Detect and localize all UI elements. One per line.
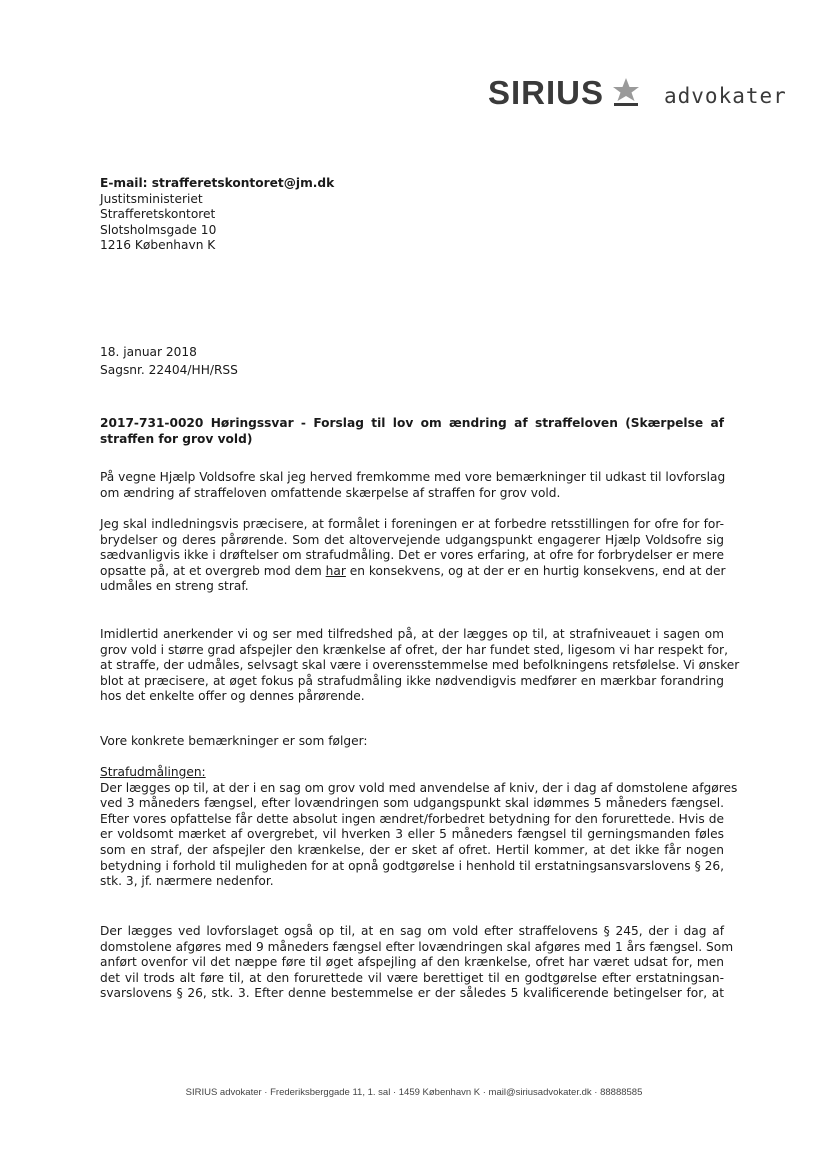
- logo-subtitle: advokater: [664, 84, 787, 108]
- paragraph-line: hos det enkelte offer og dennes pårørende.: [100, 689, 365, 704]
- paragraph-line: På vegne Hjælp Voldsofre skal jeg herved fremkomme med vore bemærkninger til udkast til lovforslag: [100, 470, 726, 484]
- logo: [488, 74, 788, 114]
- paragraph-line: anført ovenfor vil det næppe føre til øget afspejling af den krænkelse, ofret har været udsat for, men: [100, 955, 724, 970]
- paragraph: [100, 470, 724, 501]
- section-strafudmaaling: [100, 765, 738, 890]
- paragraph-line: det vil trods alt føre til, at den forurettede vil være berettiget til en godtgørelse efter erstatningsan-: [100, 970, 724, 985]
- address-line: Slotsholmsgade 10: [100, 222, 217, 237]
- paragraph-line: ved 3 måneders fængsel, efter lovændringen som udgangspunkt skal idømmes 5 måneders fængsel.: [100, 796, 724, 811]
- paragraph-line: Jeg skal indledningsvis præcisere, at formålet i foreningen er at forbedre retsstillingen for ofre for for-: [100, 517, 724, 531]
- paragraph-line: domstolene afgøres med 9 måneders fængsel efter lovændringen skal afgøres med 1 års fængsel. Som: [100, 939, 734, 954]
- paragraph-line: [100, 564, 724, 580]
- paragraph-line: Efter vores opfattelse får dette absolut ingen ændret/forbedret betydning for den forurettede. Hvis de: [100, 811, 724, 826]
- subject-line: straffen for grov vold): [100, 431, 253, 446]
- subject-line: 2017-731-0020 Høringssvar - Forslag til lov om ændring af straffeloven (Skærpelse af: [100, 416, 724, 430]
- case-number: Sagsnr. 22404/HH/RSS: [100, 363, 238, 377]
- text-segment: en konsekvens, og at der er en hurtig konsekvens, end at der: [345, 563, 726, 578]
- underlined-word: har: [325, 563, 346, 578]
- subject: [100, 416, 724, 447]
- paragraph: [100, 924, 734, 1002]
- paragraph: [100, 734, 740, 750]
- paragraph: [100, 627, 740, 705]
- paragraph-line: udmåles en streng straf.: [100, 579, 249, 594]
- paragraph-line: Imidlertid anerkender vi og ser med tilfredshed på, at der lægges op til, at strafniveauet i sagen om: [100, 627, 724, 641]
- letter-date: 18. januar 2018: [100, 345, 197, 359]
- address-line: 1216 København K: [100, 238, 216, 253]
- paragraph-line: om ændring af straffeloven omfattende skærpelse af straffen for grov vold.: [100, 485, 561, 500]
- paragraph-line: Der lægges ved lovforslaget også op til, at en sag om vold efter straffelovens § 245, der i dag af: [100, 924, 724, 938]
- paragraph-line: Der lægges op til, at der i en sag om grov vold med anvendelse af kniv, der i dag af domstolene afgøres: [100, 780, 738, 795]
- logo-brand: SIRIUS: [488, 74, 605, 111]
- paragraph-line: betydning i forhold til muligheden for at opnå godtgørelse i henhold til erstatningsansvarslovens § 26,: [100, 858, 724, 873]
- paragraph-line: er voldsomt mærket af overgrebet, vil hverken 3 eller 5 måneders fængsel til gerningsmanden føles: [100, 827, 724, 842]
- paragraph-line: stk. 3, jf. nærmere nedenfor.: [100, 874, 274, 889]
- recipient-email: E-mail: strafferetskontoret@jm.dk: [100, 176, 335, 190]
- paragraph-line: grov vold i større grad afspejler den krænkelse af ofret, der har fundet sted, ligesom vi har respekt for,: [100, 642, 728, 657]
- paragraph-line: svarslovens § 26, stk. 3. Efter denne bestemmelse er der således 5 kvalificerende betingelser for, at: [100, 986, 724, 1001]
- address-line: Strafferetskontoret: [100, 207, 216, 222]
- page-footer: SIRIUS advokater · Frederiksberggade 11, 1. sal · 1459 København K · mail@siriusadvokater.dk · 88888585: [185, 1087, 643, 1098]
- star-icon: [612, 77, 640, 107]
- address-line: Justitsministeriet: [100, 191, 203, 206]
- text-segment: opsatte på, at et overgreb mod dem: [100, 563, 326, 578]
- paragraph-line: Vore konkrete bemærkninger er som følger:: [100, 734, 368, 748]
- paragraph-line: som en straf, der afspejler den krænkelse, der er sket af ofret. Hertil kommer, at det ikke får nogen: [100, 842, 724, 857]
- letter-meta: [100, 343, 740, 379]
- recipient-address: [100, 176, 740, 254]
- paragraph: [100, 517, 724, 595]
- section-heading: Strafudmålingen:: [100, 765, 206, 779]
- paragraph-line: at straffe, der udmåles, selvsagt skal være i overensstemmelse med befolkningens retsfølelse. Vi ønsker: [100, 658, 740, 673]
- paragraph-line: blot at præcisere, at øget fokus på strafudmåling ikke nødvendigvis medfører en mærkbar forandring: [100, 673, 724, 688]
- paragraph-line: sædvanligvis ikke i drøftelser om strafudmåling. Det er vores erfaring, at ofre for forbrydelser er mere: [100, 548, 724, 563]
- paragraph-line: brydelser og deres pårørende. Som det altovervejende udgangspunkt engagerer Hjælp Voldsofre sig: [100, 532, 724, 547]
